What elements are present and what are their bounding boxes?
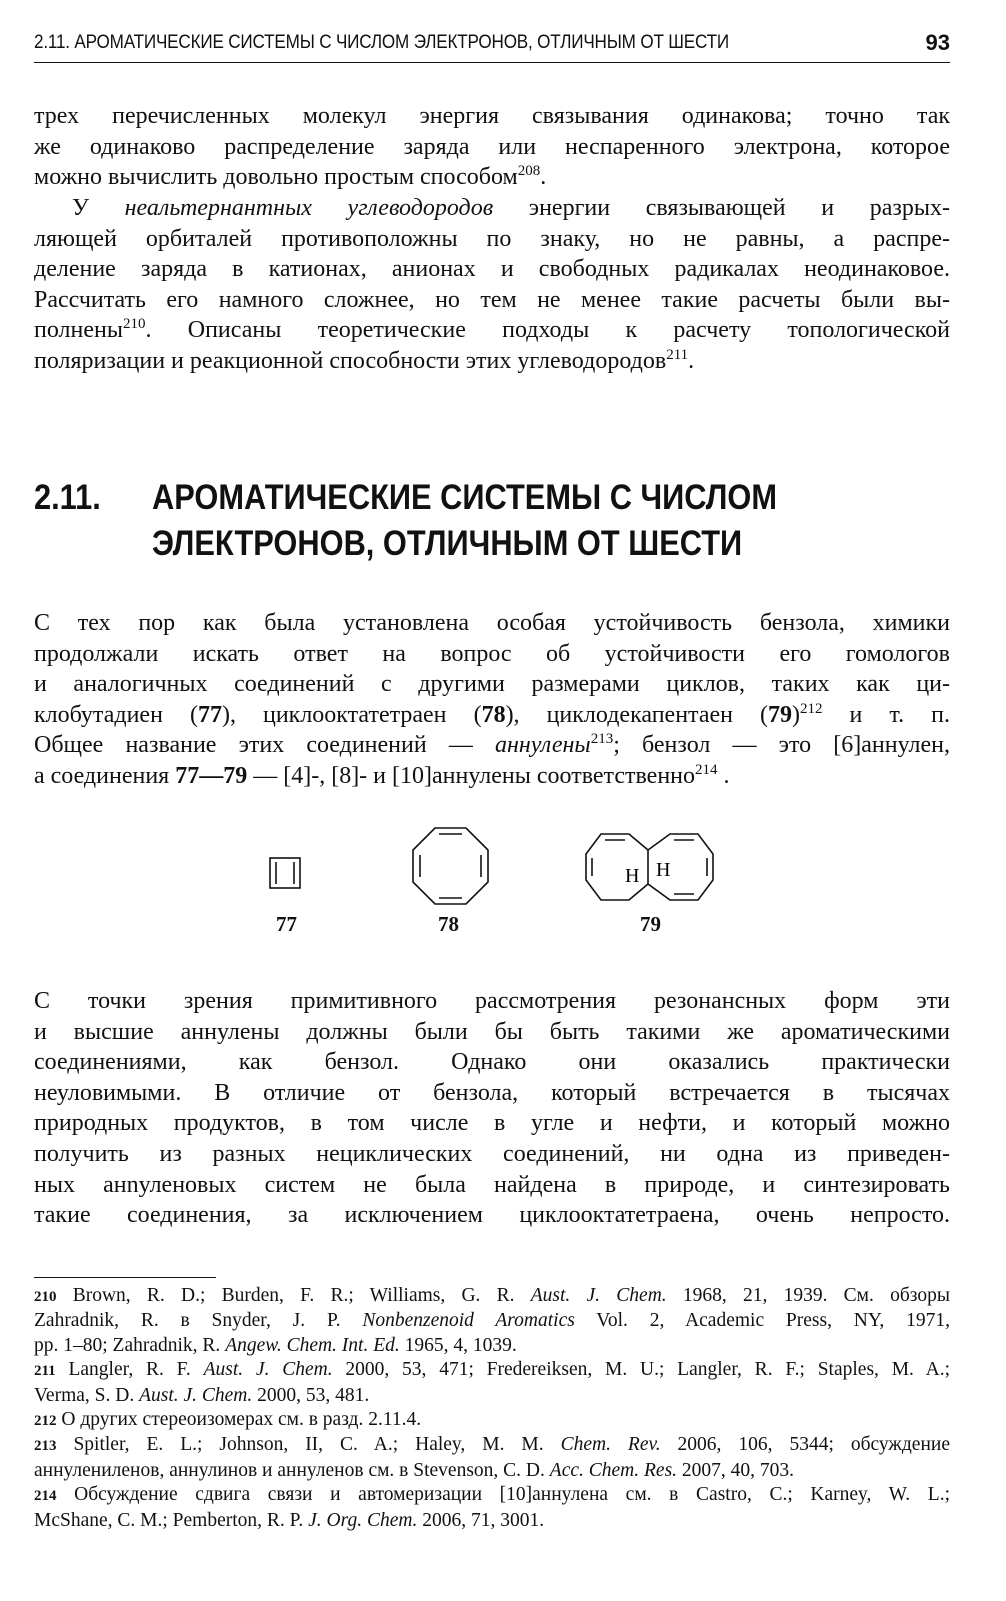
- paragraph-line: получить из разных нециклических соединений, ни одна из приведен-: [34, 1140, 950, 1167]
- running-title: 2.11. АРОМАТИЧЕСКИЕ СИСТЕМЫ С ЧИСЛОМ ЭЛЕКТРОНОВ, ОТЛИЧНЫМ ОТ ШЕСТИ: [34, 32, 729, 53]
- paragraph-line: [34, 700, 950, 731]
- page-number: 93: [925, 30, 950, 55]
- structures-svg: [34, 820, 950, 910]
- cyclooctatetraene-structure: [413, 828, 488, 904]
- paragraph-line: [34, 346, 950, 377]
- section-title: АРОМАТИЧЕСКИЕ СИСТЕМЫ С ЧИСЛОМ ЭЛЕКТРОНОВ, ОТЛИЧНЫМ ОТ ШЕСТИ: [152, 478, 777, 563]
- text: pp. 1–80; Zahradnik, R.: [34, 1334, 226, 1356]
- emphasis: аннулены: [494, 732, 591, 759]
- footnotes: [34, 1284, 950, 1533]
- paragraph-line: ляющей орбиталей противоположны по знаку, но не равны, а распре-: [34, 225, 950, 252]
- paragraph-line: такие соединения, за исключением циклооктатетраена, очень непросто.: [34, 1202, 950, 1229]
- footnote-line: [34, 1459, 950, 1483]
- footnote-number: 214: [34, 1488, 57, 1505]
- journal: Chem. Rev.: [560, 1434, 661, 1456]
- footnote-211: [34, 1358, 950, 1408]
- footnote-212: [34, 1408, 950, 1433]
- text: Verma, S. D.: [34, 1384, 140, 1406]
- text: аннулениленов, аннулинов и аннуленов см. в Stevenson, C. D.: [34, 1459, 550, 1481]
- footnote-210: [34, 1284, 950, 1358]
- footnote-ref: 214: [695, 761, 718, 778]
- footnote-ref: 211: [666, 346, 689, 363]
- compound-label: 79: [640, 912, 661, 936]
- footnote-line: [34, 1408, 950, 1433]
- text: 2006, 71, 3001.: [417, 1509, 545, 1531]
- paragraph-4: [34, 986, 950, 1231]
- text: 1965, 4, 1039.: [399, 1334, 517, 1356]
- compound-range: 77—79: [175, 762, 248, 789]
- text: О других стереоизомерах см. в разд. 2.11.4.: [56, 1409, 422, 1431]
- emphasis: неальтернантных углеводородов: [124, 195, 494, 221]
- journal: Nonbenzenoid Aromatics: [362, 1310, 575, 1332]
- compound-ref: 79: [768, 701, 793, 728]
- footnote-number: 211: [34, 1363, 56, 1380]
- text: Общее название этих соединений —: [34, 732, 495, 759]
- text: клобутадиен (: [34, 701, 198, 728]
- compound-label: 78: [438, 912, 459, 936]
- journal: Acc. Chem. Res.: [549, 1459, 678, 1481]
- text: 1968, 21, 1939. См. обзоры: [666, 1285, 950, 1306]
- paragraph-line: природных продуктов, в том числе в угле и нефти, и который можно: [34, 1110, 950, 1137]
- text: Brown, R. D.; Burden, F. R.; Williams, G. R.: [56, 1285, 531, 1306]
- footnote-line: [34, 1334, 950, 1358]
- text: можно вычислить довольно простым способом: [34, 164, 518, 191]
- text: .: [540, 164, 547, 191]
- paragraph-1: [34, 101, 950, 193]
- text: а соединения: [34, 762, 176, 789]
- paragraph-line: ных анnуленовых систем не была найдена в природе, и синтезировать: [34, 1171, 950, 1198]
- footnote-214: [34, 1483, 950, 1533]
- text: энергии связывающей и разрых-: [493, 195, 950, 221]
- paragraph-line: трех перечисленных молекул энергия связывания одинакова; точно так: [34, 103, 950, 129]
- text: McShane, C. M.; Pemberton, R. P.: [34, 1509, 309, 1531]
- journal: Aust. J. Chem.: [139, 1384, 253, 1406]
- paragraph-line: [34, 761, 950, 792]
- footnote-number: 213: [34, 1438, 57, 1455]
- book-page: [34, 0, 950, 1601]
- footnote-ref: 213: [590, 731, 614, 748]
- footnote-number: 212: [34, 1413, 57, 1430]
- hydrogen-label: H: [656, 859, 671, 881]
- hydrogen-label: H: [625, 865, 640, 887]
- cyclobutadiene-structure: [270, 858, 300, 888]
- text: — [4]-, [8]- и [10]аннулены соответственно: [247, 762, 696, 789]
- paragraph-line: С тех пор как была установлена особая устойчивость бензола, химики: [34, 610, 950, 636]
- text: 2007, 40, 703.: [677, 1459, 795, 1481]
- compound-ref: 77: [197, 701, 222, 728]
- footnote-divider: [34, 1277, 216, 1278]
- text: . Описаны теоретические подходы к расчету топологической: [145, 317, 950, 344]
- paragraph-line: и высшие аннулены должны были бы быть такими же ароматическими: [34, 1018, 950, 1045]
- text: 2000, 53, 481.: [252, 1384, 370, 1406]
- text: Zahradnik, R. в Snyder, J. P.: [34, 1310, 363, 1332]
- paragraph-line: неуловимыми. В отличие от бензола, который встречается в тысячах: [34, 1079, 950, 1106]
- paragraph-line: [34, 315, 950, 346]
- text: ), циклодекапентаен (: [505, 701, 769, 728]
- paragraph-line: деление заряда в катионах, анионах и свободных радикалах неодинаковое.: [34, 256, 950, 283]
- footnote-213: [34, 1433, 950, 1483]
- text: поляризации и реакционной способности этих углеводородов: [34, 347, 667, 374]
- footnote-line: [34, 1384, 950, 1408]
- footnote-line: [34, 1358, 950, 1383]
- paragraph-line: соединениями, как бензол. Однако они оказались практически: [34, 1049, 950, 1076]
- journal: Angew. Chem. Int. Ed.: [225, 1334, 400, 1356]
- text: .: [717, 762, 730, 789]
- footnote-line: [34, 1509, 950, 1533]
- paragraph-line: [34, 730, 950, 761]
- text: .: [688, 347, 695, 374]
- paragraph-line: и аналогичных соединений с другими размерами циклов, таких как ци-: [34, 671, 950, 698]
- footnote-number: 210: [34, 1289, 57, 1305]
- paragraph-line: Рассчитать его намного сложнее, но тем не менее такие расчеты были вы-: [34, 286, 950, 313]
- compound-label: 77: [276, 912, 297, 936]
- paragraph-3: [34, 608, 950, 792]
- journal: J. Org. Chem.: [308, 1509, 418, 1531]
- journal: Aust. J. Chem.: [530, 1285, 667, 1306]
- text: и т. п.: [822, 701, 950, 728]
- text: Spitler, E. L.; Johnson, II, C. A.; Haley, M. M.: [56, 1434, 561, 1456]
- text: полнены: [34, 317, 123, 344]
- footnote-line: [34, 1284, 950, 1309]
- footnote-ref: 210: [122, 316, 146, 333]
- paragraph-line: [34, 193, 950, 224]
- cyclodecapentaene-structure: [586, 834, 713, 900]
- footnote-line: [34, 1309, 950, 1333]
- text: ): [792, 701, 801, 728]
- text: Vol. 2, Academic Press, NY, 1971,: [574, 1310, 950, 1332]
- running-head: [34, 28, 950, 63]
- journal: Aust. J. Chem.: [203, 1359, 333, 1381]
- paragraph-line: [34, 162, 950, 193]
- text: 2000, 53, 471; Fredereiksen, M. U.; Langler, R. F.; Staples, M. A.;: [332, 1359, 950, 1381]
- text: ), циклооктатетраен (: [221, 701, 482, 728]
- section-number: 2.11.: [34, 478, 101, 517]
- footnote-ref: 212: [800, 700, 823, 717]
- text: 2006, 106, 5344; обсуждение: [660, 1434, 950, 1456]
- paragraph-line: продолжали искать ответ на вопрос об устойчивости его гомологов: [34, 640, 950, 667]
- text: ; бензол — это [6]аннулен,: [613, 732, 950, 759]
- text: Langler, R. F.: [55, 1359, 204, 1381]
- footnote-line: [34, 1433, 950, 1458]
- footnote-ref: 208: [517, 163, 541, 180]
- footnote-line: [34, 1483, 950, 1508]
- paragraph-line: же одинаково распределение заряда или неспаренного электрона, которое: [34, 133, 950, 160]
- text: У: [72, 195, 125, 221]
- paragraph-line: С точки зрения примитивного рассмотрения резонансных форм эти: [34, 988, 950, 1014]
- text: Обсуждение сдвига связи и автомеризации [10]аннулена см. в Castro, C.; Karney, W. L.;: [56, 1484, 950, 1506]
- paragraph-2: [34, 193, 950, 377]
- structure-figure: [34, 820, 950, 950]
- compound-ref: 78: [481, 701, 506, 728]
